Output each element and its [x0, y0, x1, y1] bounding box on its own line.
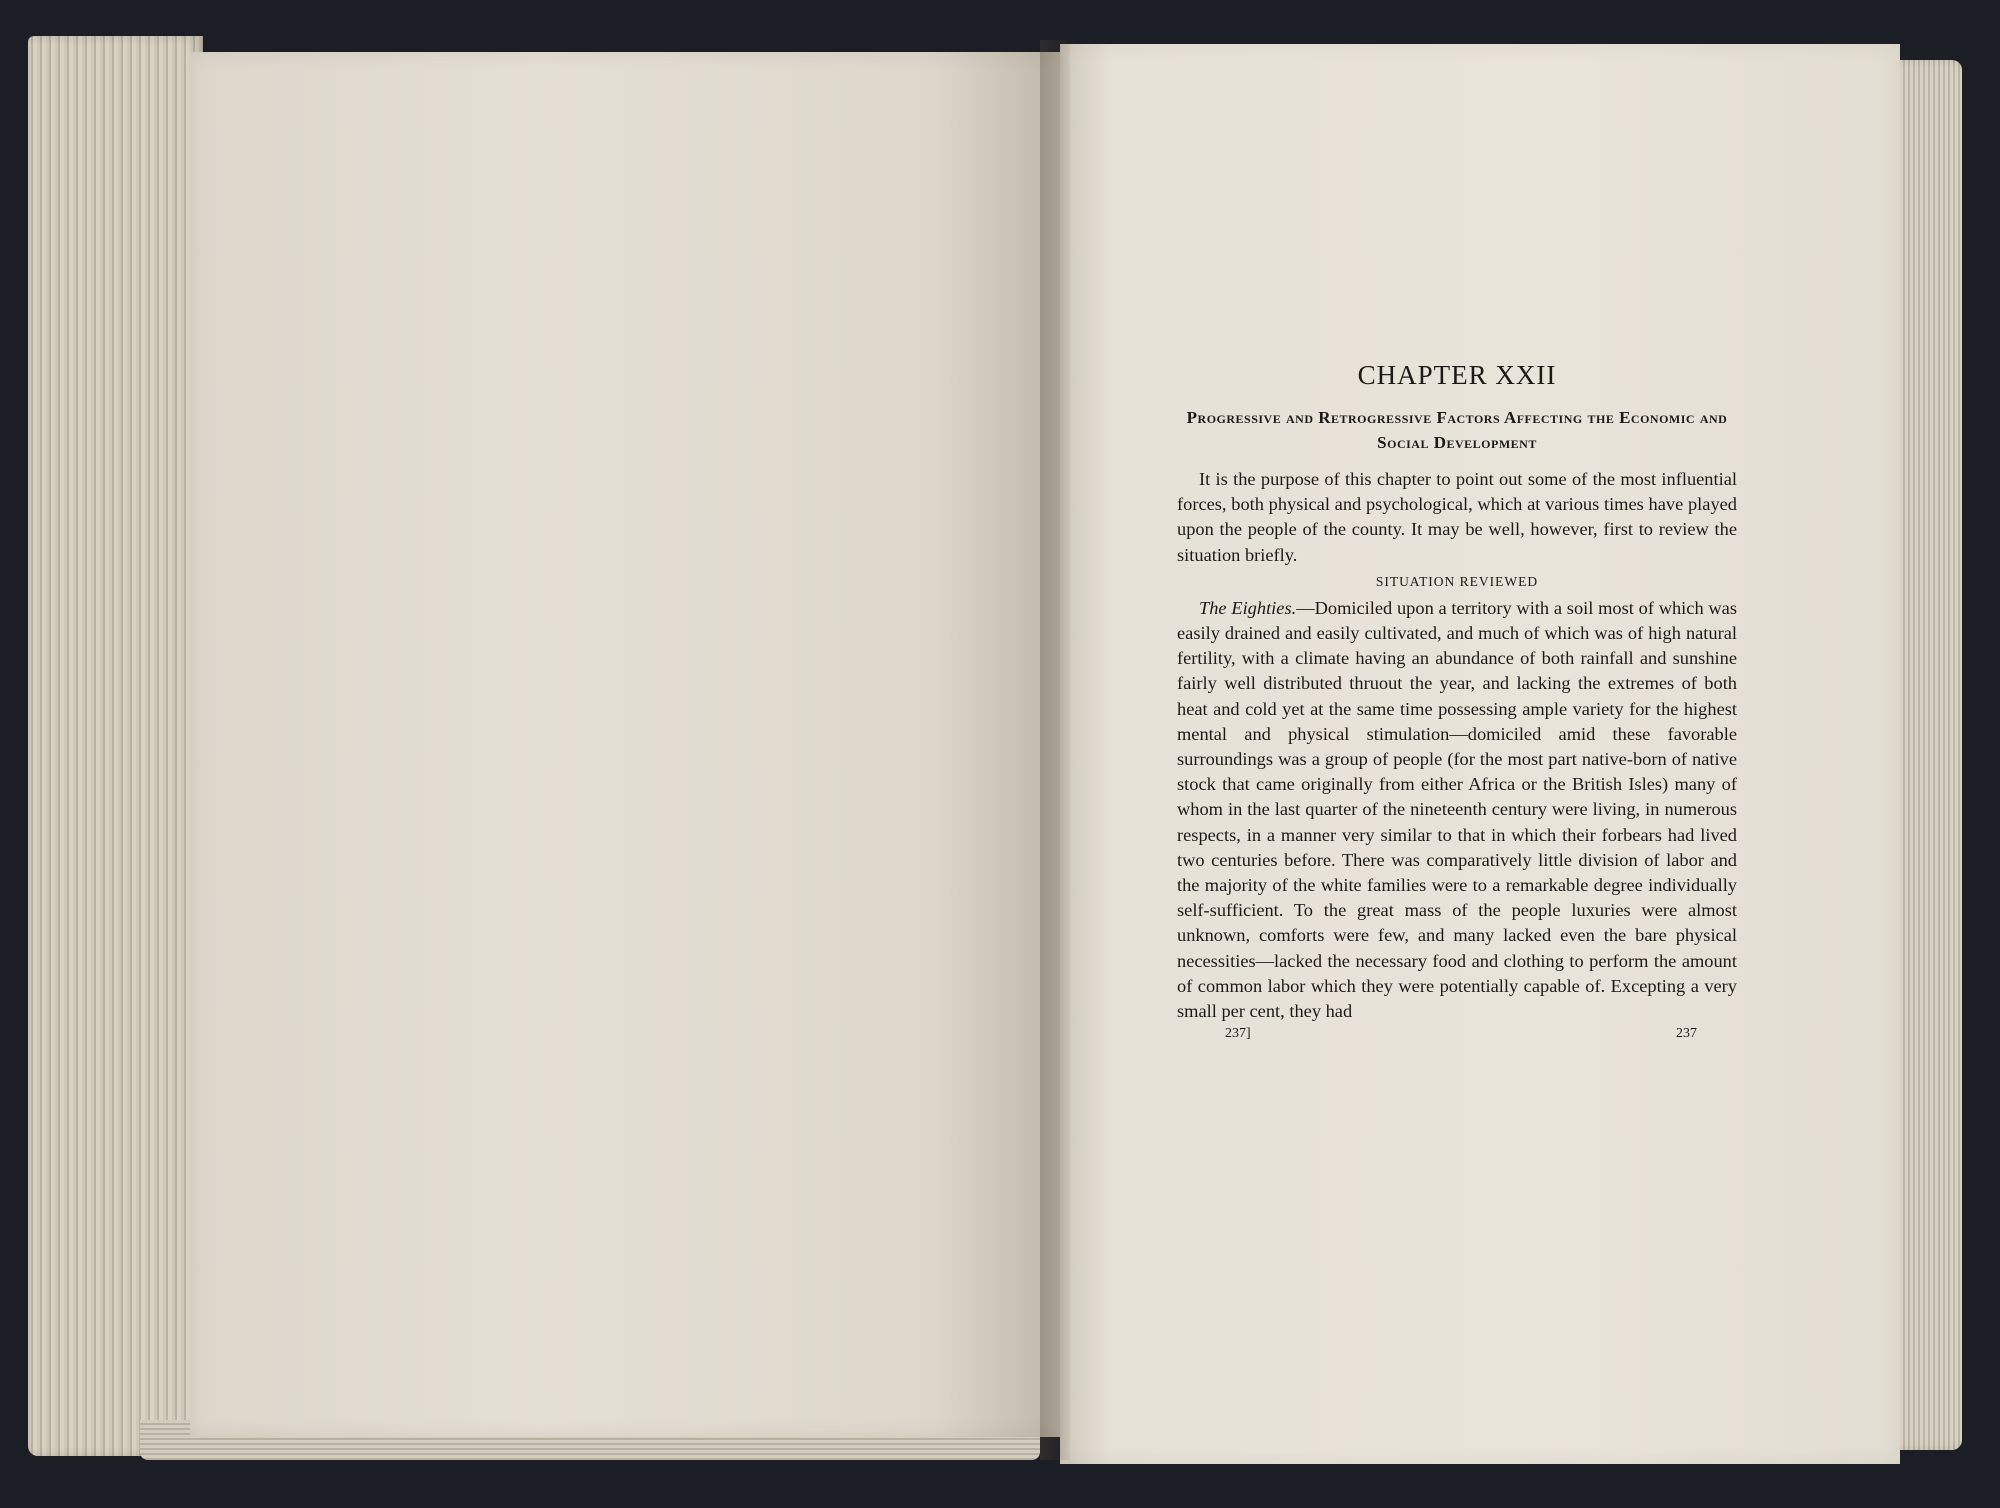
- page-number: 237: [1676, 1026, 1697, 1042]
- book-gutter: [1040, 40, 1070, 1460]
- chapter-title: CHAPTER XXII: [1357, 360, 1557, 390]
- signature-mark: 237]: [1225, 1026, 1251, 1042]
- right-page-text: [1177, 360, 1737, 1050]
- left-page-blank: [190, 52, 1065, 1437]
- left-page-edges: [28, 36, 203, 1456]
- section-body: —Domiciled upon a territory with a soil most of which was easily drained and easily cultivated, and much of which was of high natural fertility, with a climate having an abundance of both rainfall and sunshine fairly well distributed thruout the year, and lacking the extremes of both heat and cold yet at the same time possessing ample variety for the highest mental and physical stimulation—domiciled amid these favorable surroundings was a group of people (for the most part native-born of native stock that came originally from either Africa or the British Isles) many of whom in the last quarter of the nineteenth century were living, in numerous respects, in a manner very similar to that in which their forbears had lived two centuries before. There was comparatively little division of labor and the majority of the white families were to a remarkable degree individually self-sufficient. To the great mass of the people luxuries were almost unknown, comforts were few, and many lacked even the bare physical necessities—lacked the necessary food and clothing to perform the amount of common labor which they were potentially capable of. Excepting a very small per cent, they had: [1177, 597, 1737, 1022]
- section-runin-title: The Eighties.: [1199, 597, 1297, 618]
- section-heading: SITUATION REVIEWED: [1375, 573, 1539, 589]
- intro-paragraph: It is the purpose of this chapter to point out some of the most influential forces, both physical and psychological, which at various times have played upon the people of the county. It may be well, however, first to review the situation briefly.: [1177, 469, 1737, 565]
- section-paragraph: [1177, 596, 1737, 1024]
- page-footer: [1177, 1026, 1737, 1050]
- chapter-subtitle: Progressive and Retrogressive Factors Affecting the Economic and Social Development: [1186, 408, 1728, 452]
